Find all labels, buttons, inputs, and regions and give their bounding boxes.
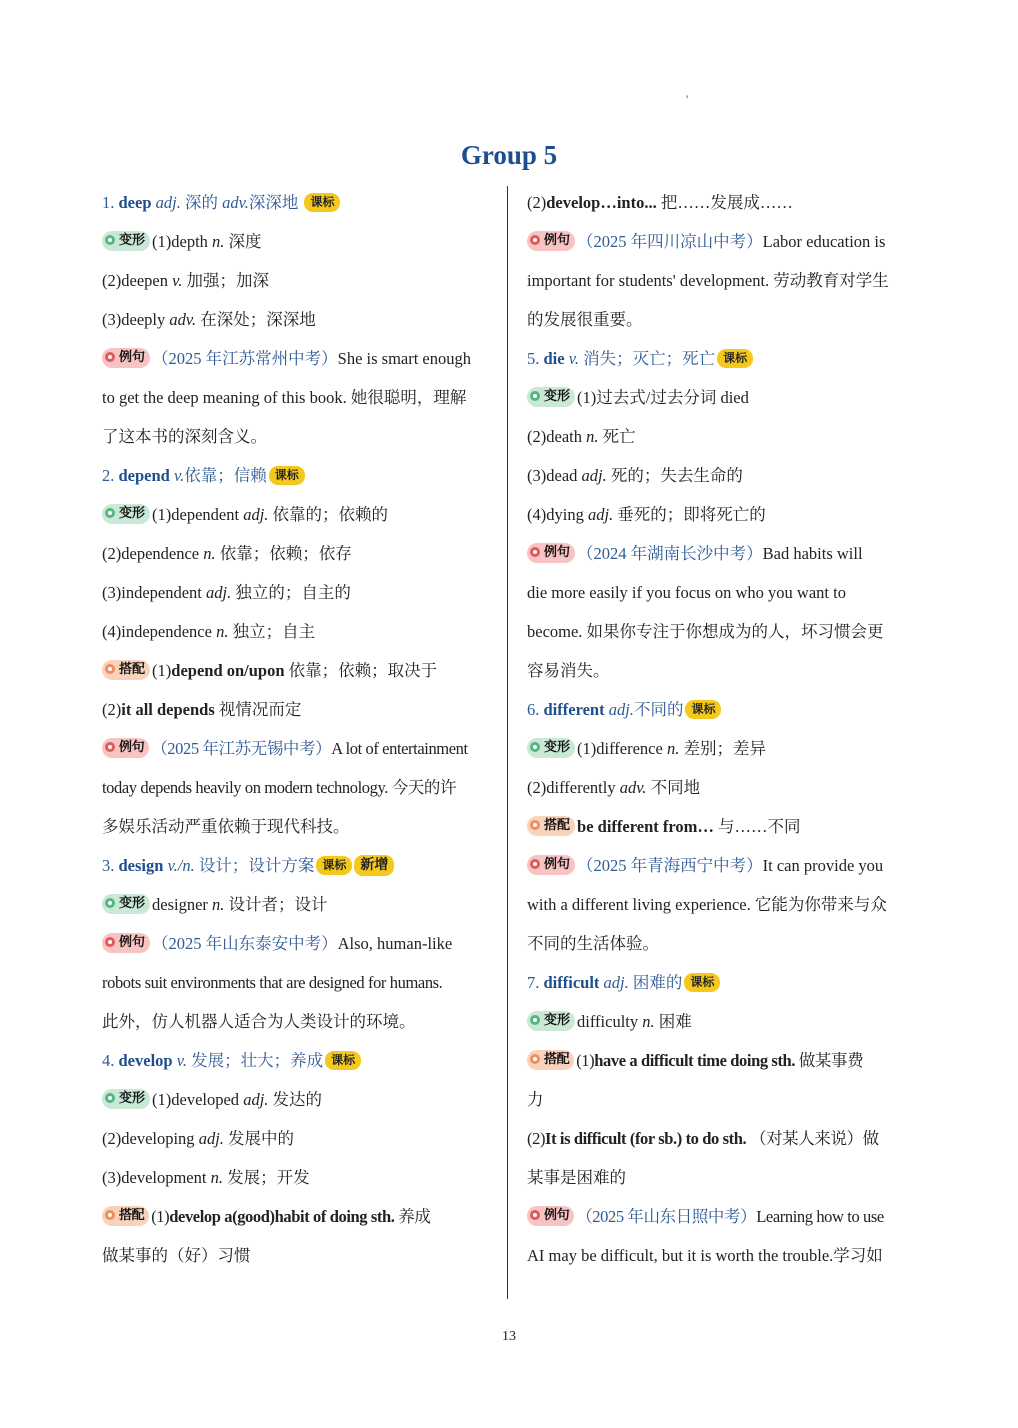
entry-heading [102, 456, 494, 495]
form-line [527, 378, 919, 417]
example-line: 了这本书的深刻含义。 [102, 427, 267, 446]
tag-label: 例句 [544, 233, 571, 249]
word-form: difficulty [577, 1012, 639, 1031]
collocation-line [102, 1197, 494, 1236]
example-source: （2025 年江苏无锡中考） [151, 739, 332, 758]
tag-label: 例句 [119, 935, 146, 951]
example-text: Also, human-like [337, 934, 453, 953]
part-of-speech: n. [642, 1012, 655, 1031]
example-line [527, 1197, 919, 1236]
liju-tag [527, 543, 575, 563]
example-text: Labor education is [762, 232, 886, 251]
collocation-line [527, 1119, 919, 1158]
meaning: 不同的 [633, 700, 684, 719]
collocation-number: (1) [152, 661, 172, 680]
headword: design [118, 856, 164, 875]
example-source: （2025 年青海西宁中考） [577, 856, 763, 875]
form-line [527, 495, 919, 534]
collocation-line: 力 [527, 1090, 544, 1109]
example-line [527, 846, 919, 885]
tag-label: 变形 [119, 506, 146, 522]
form-line [527, 768, 919, 807]
meaning: 死亡 [602, 427, 636, 446]
bianxing-tag [527, 387, 575, 407]
form-line [102, 573, 494, 612]
kebiao-badge: 课标 [325, 1051, 361, 1070]
part-of-speech: adj. [587, 505, 614, 524]
collocation-phrase: develop…into... [546, 193, 657, 212]
example-text: Bad habits will [762, 544, 863, 563]
liju-tag [102, 933, 150, 953]
word-form: (3)dead [527, 466, 578, 485]
part-of-speech: v. [172, 271, 183, 290]
entry-number: 6. [527, 700, 540, 719]
page-title: Group 5 [460, 140, 558, 170]
part-of-speech: adv. [169, 310, 197, 329]
meaning: 发展；壮大；养成 [191, 1051, 324, 1070]
circle-icon [530, 547, 540, 557]
entry-heading [102, 846, 494, 885]
circle-icon [105, 1210, 115, 1220]
part-of-speech: adj. [206, 583, 232, 602]
bianxing-tag [102, 504, 150, 524]
circle-icon [530, 391, 540, 401]
meaning: 困难 [658, 1012, 692, 1031]
liju-tag [102, 348, 150, 368]
circle-icon [105, 742, 115, 752]
meaning: 发达的 [272, 1090, 323, 1109]
example-text: Learning how to use [756, 1207, 884, 1226]
bianxing-tag [527, 738, 575, 758]
tag-label: 例句 [119, 350, 146, 366]
circle-icon [530, 820, 540, 830]
entry-heading [527, 963, 919, 1002]
example-source: （2025 年山东泰安中考） [152, 934, 338, 953]
meaning: （对某人来说）做 [749, 1129, 879, 1148]
meaning: 独立的；自主的 [235, 583, 351, 602]
bianxing-tag [102, 894, 150, 914]
collocation-line [527, 183, 919, 222]
example-line: AI may be difficult, but it is worth the trouble.学习如 [527, 1246, 883, 1265]
example-line [102, 339, 494, 378]
top-mark: ' [686, 92, 689, 106]
meaning: 依靠；信赖 [184, 466, 267, 485]
meaning: 在深处；深深地 [200, 310, 316, 329]
circle-icon [105, 937, 115, 947]
circle-icon [105, 352, 115, 362]
tag-label: 变形 [544, 1013, 571, 1029]
kebiao-badge: 课标 [304, 193, 340, 212]
meaning: 发展；开发 [227, 1168, 310, 1187]
form-line [102, 495, 494, 534]
collocation-line [102, 690, 494, 729]
tag-label: 变形 [544, 389, 571, 405]
form-line [527, 417, 919, 456]
circle-icon [530, 742, 540, 752]
meaning: 发展中的 [228, 1129, 295, 1148]
headword: depend [118, 466, 170, 485]
example-line: die more easily if you focus on who you want to [527, 583, 846, 602]
form-line [527, 1002, 919, 1041]
collocation-phrase: It is difficult (for sb.) to do sth. [545, 1129, 747, 1148]
liju-tag [527, 231, 575, 251]
form-line [102, 1119, 494, 1158]
example-line: 此外，仿人机器人适合为人类设计的环境。 [102, 1012, 416, 1031]
headword: die [543, 349, 565, 368]
tag-label: 变形 [119, 896, 146, 912]
circle-icon [530, 235, 540, 245]
word-form: (2)dependence [102, 544, 200, 563]
dapei-tag [102, 660, 150, 680]
part-of-speech: n. [586, 427, 599, 446]
entry-number: 4. [102, 1051, 115, 1070]
form-line [102, 1158, 494, 1197]
collocation-number: (1) [151, 1207, 170, 1226]
entry-heading [102, 1041, 494, 1080]
part-of-speech: adj. [198, 1129, 224, 1148]
part-of-speech: adj. [603, 973, 629, 992]
right-column [527, 183, 919, 1275]
part-of-speech: v. [568, 349, 579, 368]
meaning: 设计者；设计 [228, 895, 328, 914]
word-form: (3)development [102, 1168, 207, 1187]
meaning: 死的；失去生命的 [610, 466, 743, 485]
meaning: 消失；灭亡；死亡 [583, 349, 716, 368]
collocation-phrase: it all depends [121, 700, 215, 719]
collocation-line [527, 807, 919, 846]
meaning: 困难的 [632, 973, 683, 992]
collocation-phrase: depend on/upon [171, 661, 285, 680]
example-line: important for students' development. 劳动教育对学生 [527, 271, 889, 290]
word-form: (1)difference [577, 739, 663, 758]
tag-label: 搭配 [544, 1052, 570, 1068]
meaning: 垂死的；即将死亡的 [617, 505, 766, 524]
page-number: 13 [502, 1329, 516, 1344]
example-line: 的发展很重要。 [527, 310, 643, 329]
word-form: (3)independent [102, 583, 202, 602]
part-of-speech: adj. [608, 700, 634, 719]
part-of-speech: adj. [243, 1090, 269, 1109]
entry-heading [527, 690, 919, 729]
example-line [102, 729, 494, 768]
collocation-line [527, 1041, 919, 1080]
meaning: 与……不同 [718, 817, 801, 836]
tag-label: 例句 [544, 1208, 570, 1224]
word-form: (2)developing [102, 1129, 195, 1148]
kebiao-badge: 课标 [717, 349, 753, 368]
circle-icon [105, 664, 115, 674]
form-line [102, 612, 494, 651]
part-of-speech: v. [176, 1051, 187, 1070]
example-line: to get the deep meaning of this book. 她很聪明，理解 [102, 388, 467, 407]
word-form: (3)deeply [102, 310, 166, 329]
part-of-speech: adv. [222, 193, 249, 212]
example-line: 容易消失。 [527, 661, 610, 680]
dapei-tag [102, 1206, 149, 1226]
example-source: （2025 年四川凉山中考） [577, 232, 763, 251]
example-line: 多娱乐活动严重依赖于现代科技。 [102, 817, 350, 836]
example-line [102, 924, 494, 963]
circle-icon [530, 859, 540, 869]
example-source: （2024 年湖南长沙中考） [577, 544, 763, 563]
word-form: (1)depth [152, 232, 208, 251]
liju-tag [102, 738, 149, 758]
tag-label: 例句 [119, 740, 145, 756]
kebiao-badge: 课标 [685, 700, 721, 719]
word-form: (2)differently [527, 778, 616, 797]
circle-icon [530, 1210, 540, 1220]
word-form: (4)dying [527, 505, 584, 524]
collocation-line [102, 651, 494, 690]
circle-icon [530, 1015, 540, 1025]
collocation-phrase: be different from… [577, 817, 714, 836]
word-form: (4)independence [102, 622, 212, 641]
form-line [102, 534, 494, 573]
dapei-tag [527, 816, 575, 836]
form-line [102, 261, 494, 300]
word-form: died [720, 388, 749, 407]
part-of-speech: adj. [155, 193, 181, 212]
meaning: 依靠；依赖；依存 [219, 544, 352, 563]
circle-icon [105, 898, 115, 908]
circle-icon [530, 1054, 540, 1064]
collocation-number: (2) [527, 193, 547, 212]
headword: difficult [543, 973, 600, 992]
bianxing-tag [527, 1011, 575, 1031]
form-line [102, 1080, 494, 1119]
headword: different [543, 700, 605, 719]
collocation-phrase: have a difficult time doing sth. [594, 1051, 796, 1070]
tag-label: 变形 [119, 233, 146, 249]
part-of-speech: v. [173, 466, 185, 485]
meaning: 养成 [398, 1207, 431, 1226]
form-line [102, 885, 494, 924]
entry-heading [527, 339, 919, 378]
liju-tag [527, 855, 575, 875]
bianxing-tag [102, 231, 150, 251]
form-line [102, 222, 494, 261]
form-line [102, 300, 494, 339]
column-divider [507, 186, 508, 1299]
meaning: 差别；差异 [683, 739, 766, 758]
meaning: 把……发展成…… [660, 193, 793, 212]
meaning: 深度 [228, 232, 262, 251]
meaning: 依靠的；依赖的 [272, 505, 389, 524]
form-line [527, 729, 919, 768]
part-of-speech: n. [666, 739, 680, 758]
kebiao-badge: 课标 [269, 466, 305, 485]
collocation-phrase: develop a(good)habit of doing sth. [169, 1207, 395, 1226]
meaning: 做某事费 [798, 1051, 864, 1070]
form-line [527, 456, 919, 495]
example-line [527, 222, 919, 261]
collocation-number: (2) [527, 1129, 546, 1148]
word-form: (1)过去式/过去分词 [577, 388, 717, 407]
part-of-speech: adj. [581, 466, 607, 485]
entry-number: 7. [527, 973, 540, 992]
word-form: (2)death [527, 427, 582, 446]
meaning: 深深地 [248, 193, 299, 212]
headword: develop [118, 1051, 173, 1070]
example-line: robots suit environments that are designed for humans. [102, 973, 443, 992]
part-of-speech: n. [212, 895, 225, 914]
part-of-speech: n. [212, 232, 225, 251]
example-text: A lot of entertainment [331, 739, 468, 758]
meaning: 加强；加深 [186, 271, 269, 290]
example-text: She is smart enough [337, 349, 472, 368]
collocation-line: 某事是困难的 [527, 1168, 626, 1187]
word-form: designer [152, 895, 208, 914]
tag-label: 搭配 [119, 662, 146, 678]
part-of-speech: adv. [619, 778, 647, 797]
meaning: 设计；设计方案 [198, 856, 315, 875]
kebiao-badge: 课标 [684, 973, 720, 992]
example-line: 不同的生活体验。 [527, 934, 659, 953]
entry-number: 1. [102, 193, 115, 212]
part-of-speech: n. [216, 622, 229, 641]
word-form: (1)dependent [152, 505, 240, 524]
tag-label: 例句 [544, 545, 571, 561]
collocation-number: (1) [576, 1051, 595, 1070]
headword: deep [118, 193, 152, 212]
tag-label: 搭配 [119, 1208, 145, 1224]
example-source: （2025 年江苏常州中考） [152, 349, 338, 368]
example-line: today depends heavily on modern technology. 今天的许 [102, 778, 457, 797]
example-line [527, 534, 919, 573]
entry-number: 5. [527, 349, 540, 368]
tag-label: 例句 [544, 857, 571, 873]
circle-icon [105, 235, 115, 245]
example-source: （2025 年山东日照中考） [576, 1207, 757, 1226]
word-form: (2)deepen [102, 271, 168, 290]
kebiao-badge: 课标 [316, 856, 352, 875]
meaning: 依靠；依赖；取决于 [288, 661, 438, 680]
part-of-speech: v./n. [167, 856, 195, 875]
bianxing-tag [102, 1089, 150, 1109]
example-line: with a different living experience. 它能为你带来与众 [527, 895, 887, 914]
left-column [102, 183, 494, 1275]
part-of-speech: adj. [243, 505, 269, 524]
entry-number: 3. [102, 856, 115, 875]
meaning: 视情况而定 [218, 700, 302, 719]
circle-icon [105, 1093, 115, 1103]
example-text: It can provide you [762, 856, 884, 875]
part-of-speech: n. [203, 544, 216, 563]
entry-heading [102, 183, 494, 222]
tag-label: 变形 [119, 1091, 146, 1107]
meaning: 深的 [184, 193, 218, 212]
tag-label: 变形 [544, 740, 571, 756]
collocation-line: 做某事的（好）习惯 [102, 1246, 251, 1265]
meaning: 不同地 [650, 778, 701, 797]
example-line: become. 如果你专注于你想成为的人，坏习惯会更 [527, 622, 884, 641]
tag-label: 搭配 [544, 818, 571, 834]
liju-tag [527, 1206, 574, 1226]
word-form: (1)developed [152, 1090, 240, 1109]
entry-number: 2. [102, 466, 115, 485]
circle-icon [105, 508, 115, 518]
part-of-speech: n. [210, 1168, 223, 1187]
xinzeng-badge: 新增 [354, 855, 394, 876]
collocation-number: (2) [102, 700, 122, 719]
dapei-tag [527, 1050, 574, 1070]
meaning: 独立；自主 [232, 622, 316, 641]
